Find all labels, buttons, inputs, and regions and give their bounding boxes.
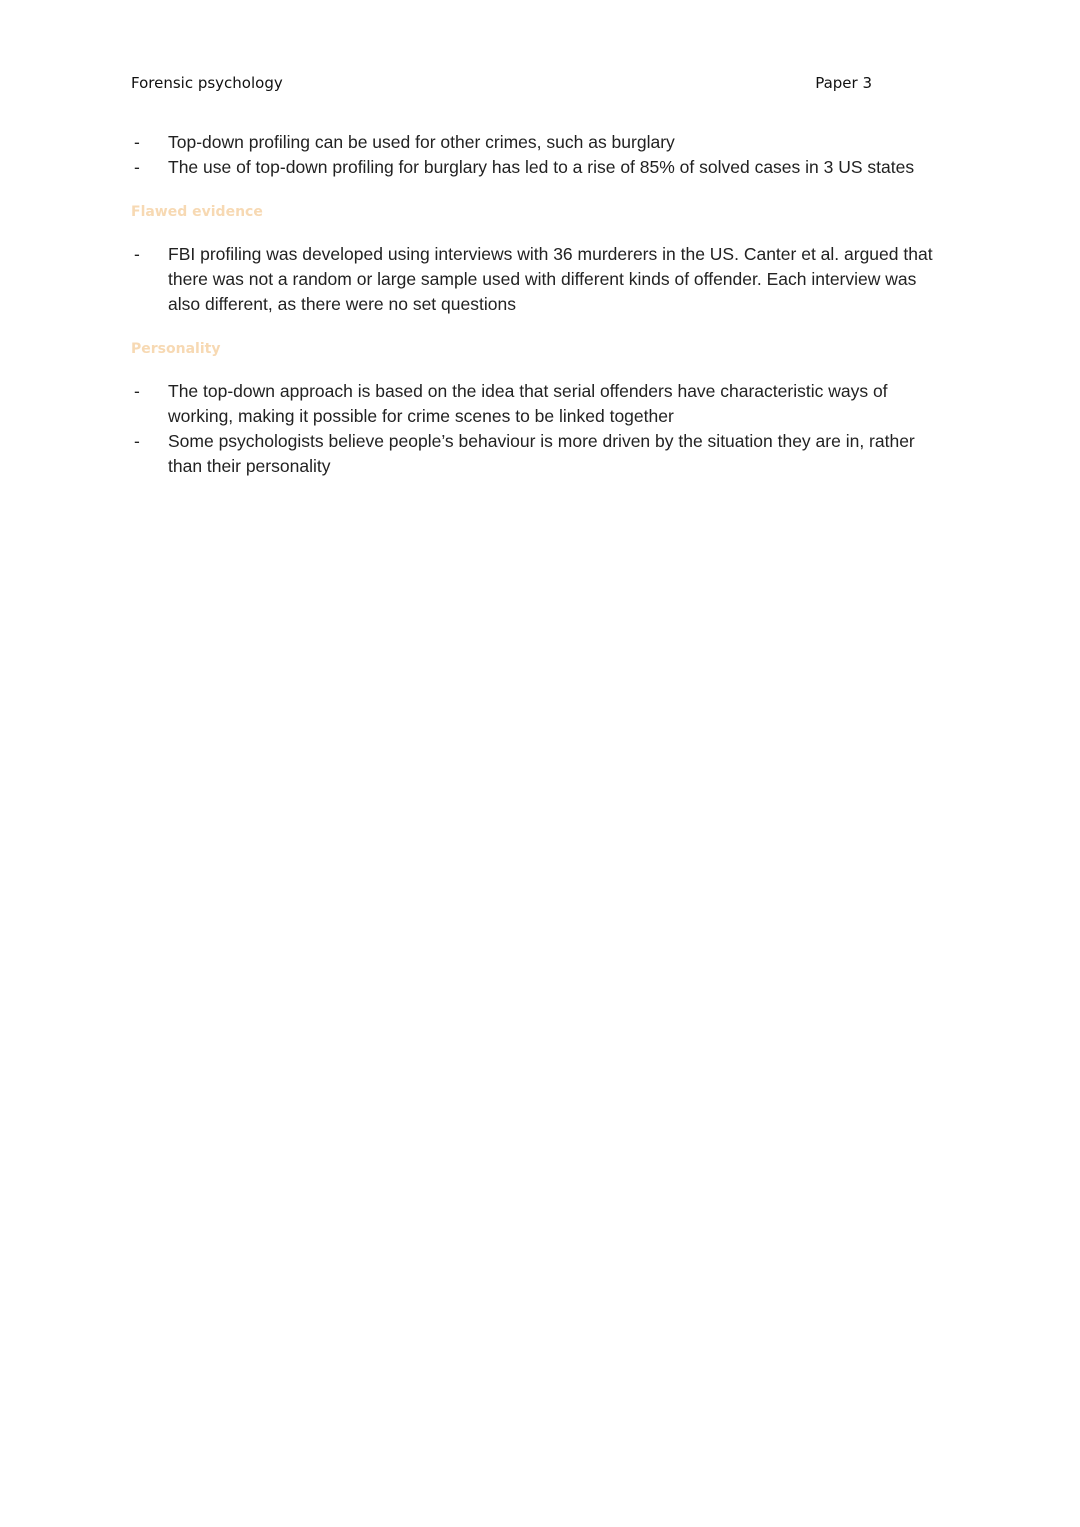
section-heading: Flawed evidence: [131, 204, 263, 220]
list-item: [131, 155, 951, 180]
list-item: [131, 242, 951, 317]
paper-label: Paper 3: [815, 74, 872, 92]
bullet-text: Top-down profiling can be used for other crimes, such as burglary: [168, 132, 675, 152]
document-title: Forensic psychology: [131, 74, 283, 92]
bullet-text: FBI profiling was developed using interviews with 36 murderers in the US. Canter et al. argued that there was not a random or large sample used with different kinds of offender. Each interview was also different, as there were no set questions: [168, 244, 933, 314]
list-item: [131, 429, 951, 479]
section-intro: [131, 130, 951, 180]
bullet-dash: -: [134, 132, 140, 152]
bullet-dash: -: [134, 431, 140, 451]
bullet-dash: -: [134, 381, 140, 401]
bullet-text: The top-down approach is based on the idea that serial offenders have characteristic ways of working, making it possible for crime scenes to be linked together: [168, 381, 888, 426]
list-item: [131, 379, 951, 429]
page-header: [131, 74, 872, 92]
bullet-text: Some psychologists believe people’s behaviour is more driven by the situation they are in, rather than their personality: [168, 431, 915, 476]
section-flawed-evidence: [131, 204, 951, 317]
document-body: [131, 130, 951, 479]
bullet-list: [131, 130, 951, 180]
bullet-dash: -: [134, 244, 140, 264]
bullet-dash: -: [134, 157, 140, 177]
bullet-list: [131, 242, 951, 317]
section-personality: [131, 341, 951, 479]
bullet-list: [131, 379, 951, 479]
section-heading: Personality: [131, 341, 221, 357]
bullet-text: The use of top-down profiling for burglary has led to a rise of 85% of solved cases in 3 US states: [168, 157, 915, 177]
list-item: [131, 130, 951, 155]
